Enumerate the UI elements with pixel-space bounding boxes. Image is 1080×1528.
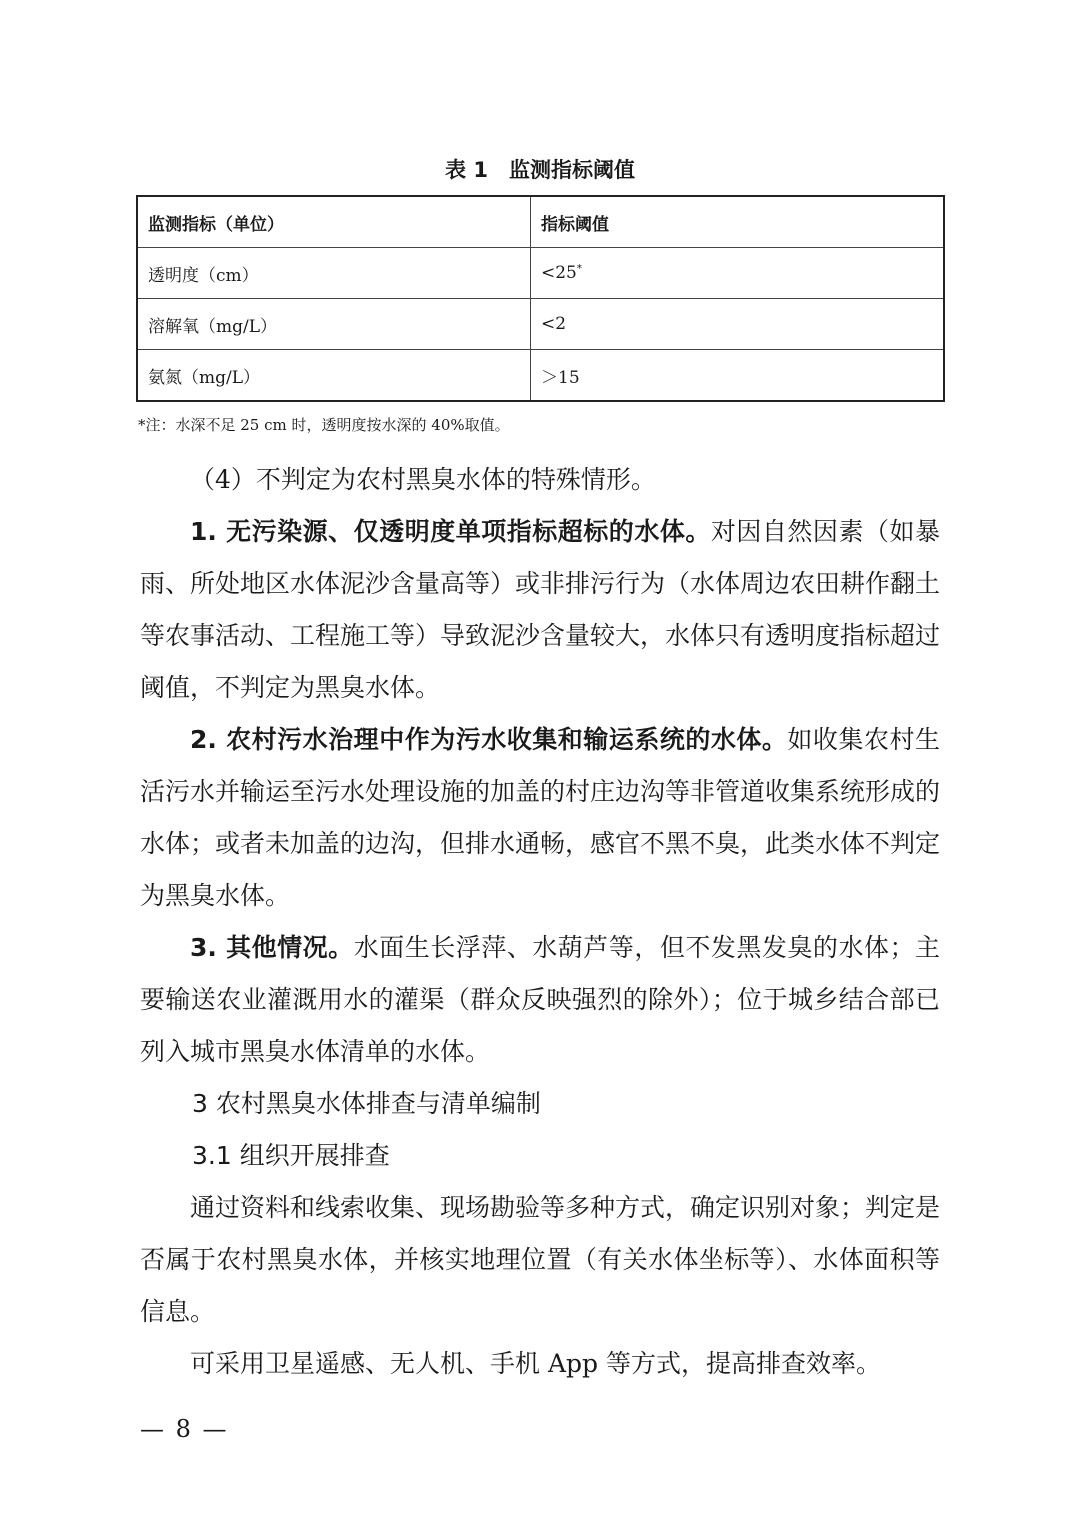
table-header-threshold: 指标阈值: [531, 196, 945, 248]
table-row: [137, 299, 944, 350]
threshold-value: ＞15: [541, 367, 580, 388]
item-3-text: 水面生长浮萍、水葫芦等，但不发黑发臭的水体；主要输送农业灌溉用水的灌渠（群众反映强烈的除外）；位于城乡结合部已列入城市黑臭水体清单的水体。: [140, 933, 940, 1066]
table-caption: 表 1 监测指标阈值: [445, 158, 635, 182]
footnote-marker: *: [576, 263, 582, 275]
section-4-item-2: [140, 714, 940, 922]
item-1-text: 对因自然因素（如暴雨、所处地区水体泥沙含量高等）或非排污行为（水体周边农田耕作翻土等农事活动、工程施工等）导致泥沙含量较大，水体只有透明度指标超过阈值，不判定为黑臭水体。: [140, 517, 941, 702]
item-2-text: 如收集农村生活污水并输运至污水处理设施的加盖的村庄边沟等非管道收集系统形成的水体；或者未加盖的边沟，但排水通畅，感官不黑不臭，此类水体不判定为黑臭水体。: [140, 725, 941, 910]
section-3-1-paragraph-1: 通过资料和线索收集、现场勘验等多种方式，确定识别对象；判定是否属于农村黑臭水体，并核实地理位置（有关水体坐标等）、水体面积等信息。: [140, 1193, 941, 1326]
section-4-block: [140, 454, 940, 1390]
threshold-value: <25: [541, 263, 577, 283]
table-cell-threshold: [531, 299, 945, 350]
section-3-1-heading: 3.1 组织开展排查: [192, 1141, 390, 1170]
section-4-item-3: [140, 922, 940, 1078]
table-header-indicator: 监测指标（单位）: [137, 196, 531, 248]
table-cell-indicator: 氨氮（mg/L）: [137, 350, 531, 402]
page-number: — 8 —: [140, 1415, 229, 1443]
table-cell-threshold: [531, 248, 945, 299]
section-3-heading: 3 农村黑臭水体排查与清单编制: [192, 1089, 541, 1118]
table-cell-indicator: 透明度（cm）: [137, 248, 531, 299]
item-3-lead: 3. 其他情况。: [190, 933, 354, 962]
table-note: *注：水深不足 25 cm 时，透明度按水深的 40%取值。: [138, 416, 510, 434]
table-row: [137, 248, 944, 299]
table-header-row: [137, 196, 944, 248]
item-2-lead: 2. 农村污水治理中作为污水收集和输运系统的水体。: [190, 725, 788, 754]
table-cell-threshold: [531, 350, 945, 402]
threshold-table: [136, 195, 945, 402]
table-cell-indicator: 溶解氧（mg/L）: [137, 299, 531, 350]
section-4-item-1: [140, 506, 940, 714]
section-4-title: （4）不判定为农村黑臭水体的特殊情形。: [190, 465, 656, 494]
table-row: [137, 350, 944, 402]
item-1-lead: 1. 无污染源、仅透明度单项指标超标的水体。: [190, 517, 711, 546]
threshold-value: <2: [541, 314, 567, 334]
section-3-1-paragraph-2: 可采用卫星遥感、无人机、手机 App 等方式，提高排查效率。: [190, 1349, 881, 1378]
